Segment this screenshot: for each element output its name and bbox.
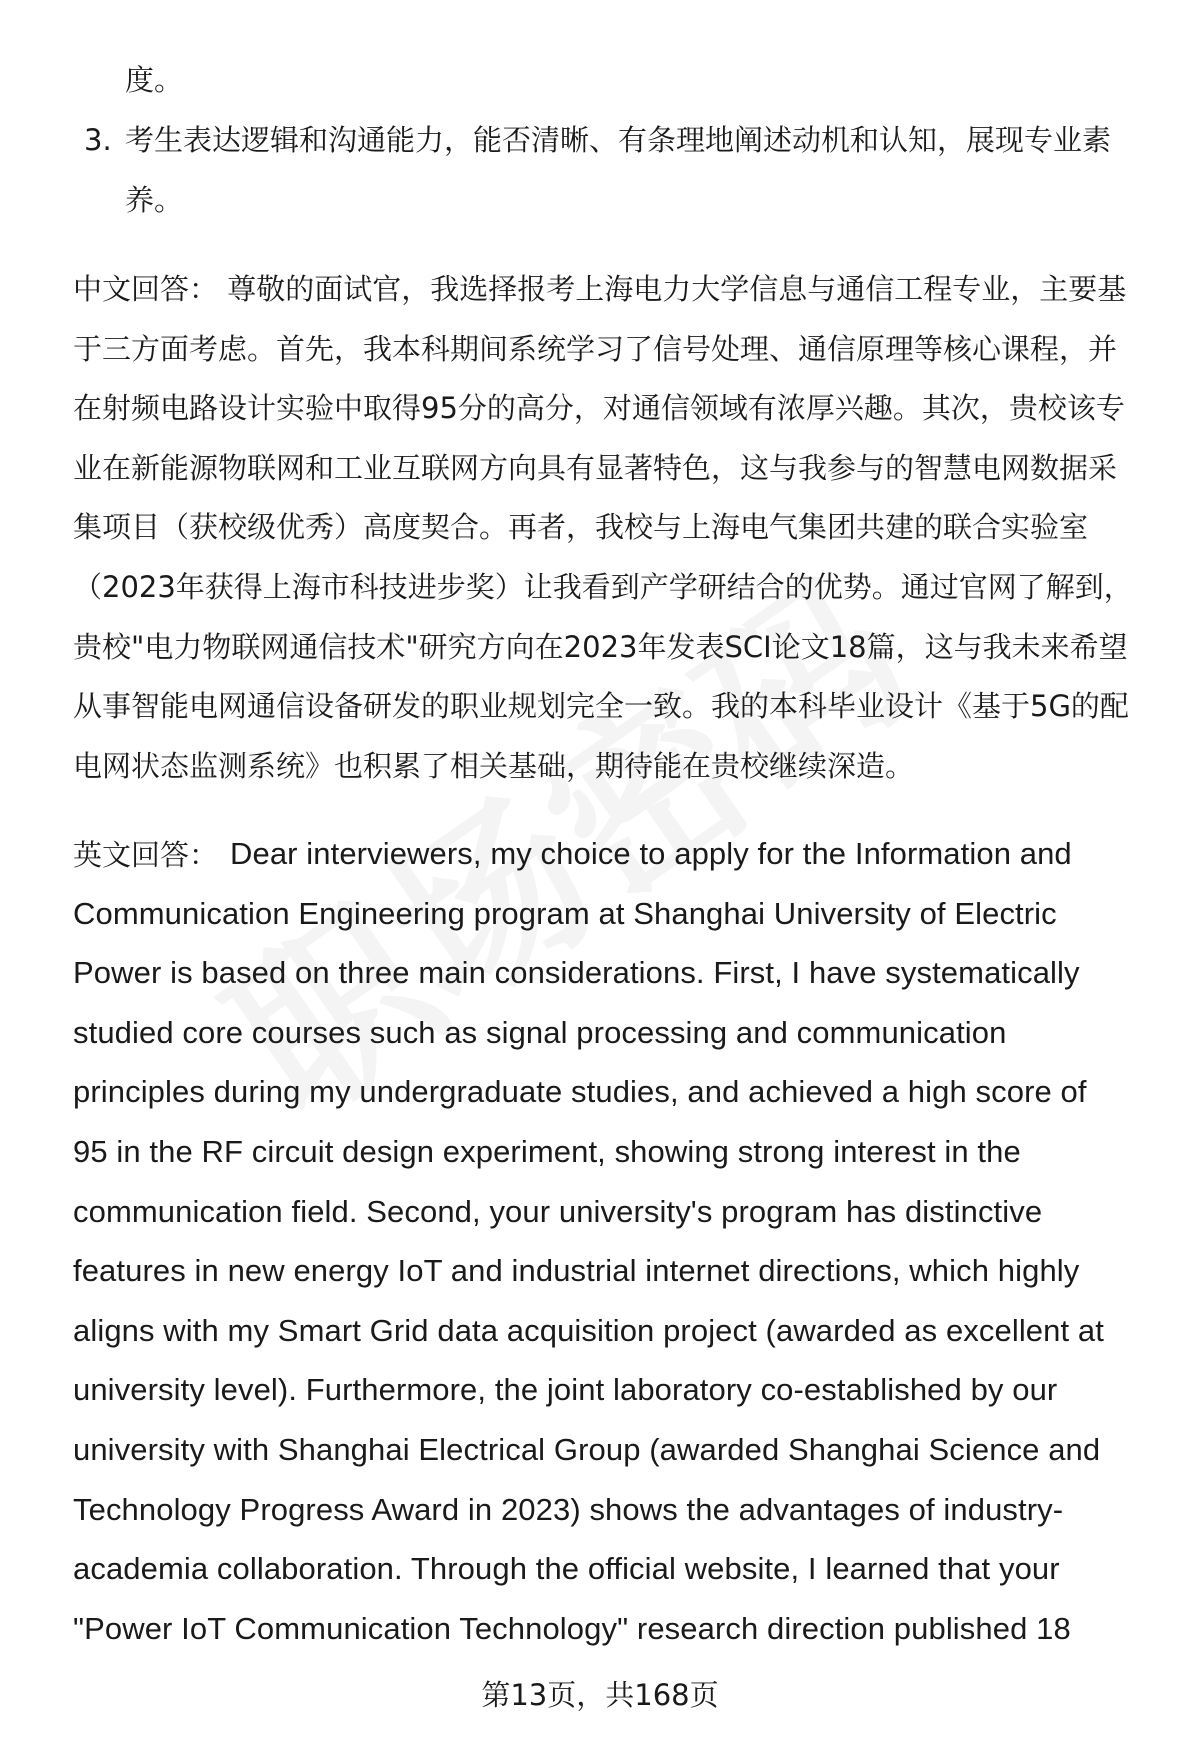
english-answer-line: Communication Engineering program at Shanghai University of Electric <box>73 895 1057 931</box>
english-answer-line: aligns with my Smart Grid data acquisition project (awarded as excellent at <box>73 1312 1104 1348</box>
english-answer-line: communication field. Second, your university's program has distinctive <box>73 1193 1043 1229</box>
chinese-answer-line: （2023年获得上海市科技进步奖）让我看到产学研结合的优势。通过官网了解到， <box>73 570 1133 604</box>
chinese-answer-line: 从事智能电网通信设备研发的职业规划完全一致。我的本科毕业设计《基于5G的配 <box>73 689 1129 724</box>
list-number: 3. <box>84 123 112 157</box>
chinese-answer-line: 贵校"电力物联网通信技术"研究方向在2023年发表SCI论文18篇，这与我未来希望 <box>73 629 1128 664</box>
chinese-answer-line: 电网状态监测系统》也积累了相关基础，期待能在贵校继续深造。 <box>73 748 915 783</box>
chinese-answer-line: 业在新能源物联网和工业互联网方向具有显著特色，这与我参与的智慧电网数据采 <box>73 450 1118 485</box>
chinese-answer-line: 中文回答： 尊敬的面试官，我选择报考上海电力大学信息与通信工程专业，主要基 <box>73 272 1127 306</box>
chinese-answer-line: 在射频电路设计实验中取得95分的高分，对通信领域有浓厚兴趣。其次，贵校该专 <box>73 391 1125 426</box>
english-answer-line: Power is based on three main considerations. First, I have systematically <box>73 955 1080 991</box>
english-answer-line: studied core courses such as signal processing and communication <box>73 1014 1007 1050</box>
list-item-3-line: 养。 <box>125 183 184 217</box>
english-answer-line: Dear interviewers, my choice to apply for the Information and <box>230 836 1072 871</box>
english-answer-line: principles during my undergraduate studies, and achieved a high score of <box>73 1074 1087 1110</box>
english-answer-line: Technology Progress Award in 2023) shows the advantages of industry- <box>73 1491 1064 1527</box>
english-answer-line: university level). Furthermore, the joint laboratory co-established by our <box>73 1372 1058 1408</box>
chinese-answer-line: 集项目（获校级优秀）高度契合。再者，我校与上海电气集团共建的联合实验室 <box>73 510 1089 545</box>
list-item-tail: 度。 <box>125 63 184 97</box>
english-answer-line: university with Shanghai Electrical Group (awarded Shanghai Science and <box>73 1432 1101 1467</box>
english-answer-line: features in new energy IoT and industrial internet directions, which highly <box>73 1253 1080 1289</box>
list-item-3-line: 考生表达逻辑和沟通能力，能否清晰、有条理地阐述动机和认知，展现专业素 <box>125 123 1112 157</box>
english-answer-line: "Power IoT Communication Technology" research direction published 18 <box>73 1610 1071 1646</box>
english-answer-label: 英文回答： <box>73 838 219 872</box>
english-answer-line: academia collaboration. Through the official website, I learned that your <box>73 1551 1060 1587</box>
page-number: 第13页，共168页 <box>481 1678 719 1712</box>
chinese-answer-line: 于三方面考虑。首先，我本科期间系统学习了信号处理、通信原理等核心课程，并 <box>73 331 1118 366</box>
english-answer-line: 95 in the RF circuit design experiment, showing strong interest in the <box>73 1134 1021 1169</box>
